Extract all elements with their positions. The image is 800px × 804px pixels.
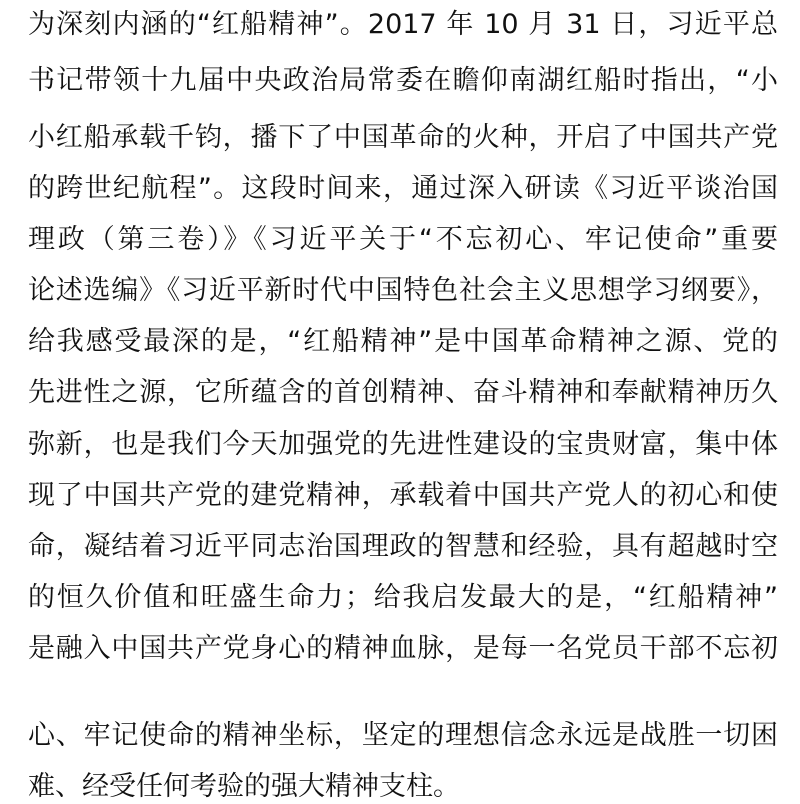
text-line: 是融入中国共产党身心的精神血脉，是每一名党员干部不忘初 xyxy=(28,633,778,664)
text-line: 命，凝结着习近平同志治国理政的智慧和经验，具有超越时空 xyxy=(28,531,778,562)
text-line: 书记带领十九届中央政治局常委在瞻仰南湖红船时指出，“小 xyxy=(28,65,778,96)
text-line: 小红船承载千钧，播下了中国革命的火种，开启了中国共产党 xyxy=(28,122,778,153)
text-line: 论述选编》《习近平新时代中国特色社会主义思想学习纲要》， xyxy=(28,275,778,306)
text-line-last: 难、经受任何考验的强大精神支柱。 xyxy=(28,771,460,802)
text-line: 理政（第三卷）》《习近平关于“不忘初心、牢记使命”重要 xyxy=(28,224,778,255)
text-line: 给我感受最深的是，“红船精神”是中国革命精神之源、党的 xyxy=(28,326,778,357)
text-line: 心、牢记使命的精神坐标，坚定的理想信念永远是战胜一切困 xyxy=(28,720,778,751)
text-line: 弥新，也是我们今天加强党的先进性建设的宝贵财富，集中体 xyxy=(28,429,778,460)
text-line: 的跨世纪航程”。这段时间来，通过深入研读《习近平谈治国 xyxy=(28,173,778,204)
text-line: 的恒久价值和旺盛生命力；给我启发最大的是，“红船精神” xyxy=(28,582,778,613)
text-line: 现了中国共产党的建党精神，承载着中国共产党人的初心和使 xyxy=(28,480,778,511)
text-line: 先进性之源，它所蕴含的首创精神、奋斗精神和奉献精神历久 xyxy=(28,377,778,408)
text-line: 为深刻内涵的“红船精神”。2017 年 10 月 31 日，习近平总 xyxy=(28,9,778,40)
